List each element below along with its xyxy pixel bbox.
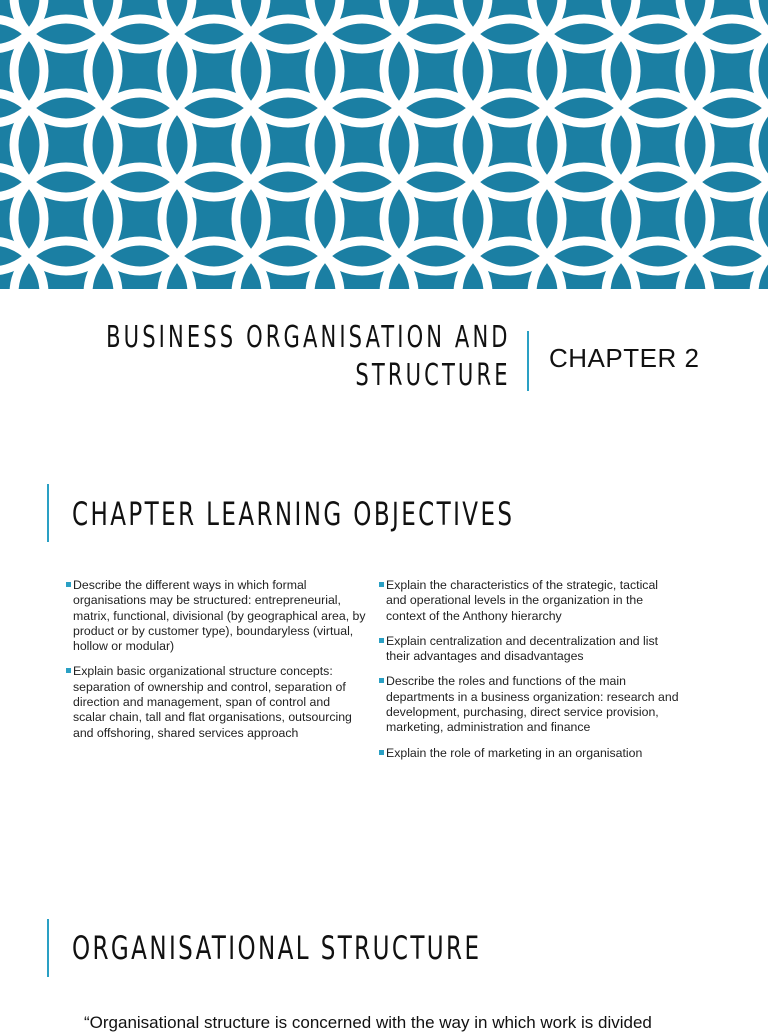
objective-text: Explain the role of marketing in an organisation (386, 745, 643, 760)
decorative-pattern-banner (0, 0, 768, 289)
objective-text: Describe the roles and functions of the main departments in a business organization: research and development, purchasing, direct service provision, marketing, administration and finance (386, 674, 679, 735)
objective-text: Explain centralization and decentralization and list their advantages and disadvantages (386, 633, 659, 664)
square-bullet-icon (379, 678, 384, 683)
title-slide (0, 289, 768, 439)
interlocking-circles-pattern (0, 0, 768, 289)
chapter-label: CHAPTER 2 (549, 343, 700, 373)
objective-item (66, 578, 366, 654)
structure-accent-bar (47, 919, 49, 977)
objective-item (379, 746, 679, 761)
objectives-heading: CHAPTER LEARNING OBJECTIVES (72, 495, 515, 533)
objectives-right-column (379, 578, 679, 771)
objective-text: Explain basic organizational structure concepts: separation of ownership and control, separation of direction and management, span of control and scalar chain, tall and flat organisations, outsourcing and offshoring, shared services approach (73, 664, 352, 740)
structure-quote: “Organisational structure is concerned with the way in which work is divided (84, 1013, 652, 1032)
main-title-line-1: BUSINESS ORGANISATION AND (106, 320, 511, 355)
square-bullet-icon (379, 638, 384, 643)
objectives-accent-bar (47, 484, 49, 542)
structure-slide (0, 893, 768, 1032)
square-bullet-icon (379, 750, 384, 755)
objective-item (66, 664, 366, 740)
objective-text: Describe the different ways in which formal organisations may be structured: entrepreneurial, matrix, functional, divisional (by geographical area, by product or by customer type), boundaryless (virtual, hollow or modular) (73, 578, 366, 654)
objective-text: Explain the characteristics of the strategic, tactical and operational levels in the organization in the context of the Anthony hierarchy (386, 578, 659, 623)
square-bullet-icon (379, 582, 384, 587)
objective-item (379, 674, 679, 735)
main-title (106, 319, 511, 395)
square-bullet-icon (66, 668, 71, 673)
objectives-left-column (66, 578, 366, 751)
objective-item (379, 578, 679, 624)
title-divider (527, 331, 529, 391)
square-bullet-icon (66, 582, 71, 587)
objectives-slide (0, 470, 768, 870)
main-title-line-2: STRUCTURE (355, 358, 511, 393)
objective-item (379, 634, 679, 665)
structure-heading: ORGANISATIONAL STRUCTURE (72, 929, 482, 967)
